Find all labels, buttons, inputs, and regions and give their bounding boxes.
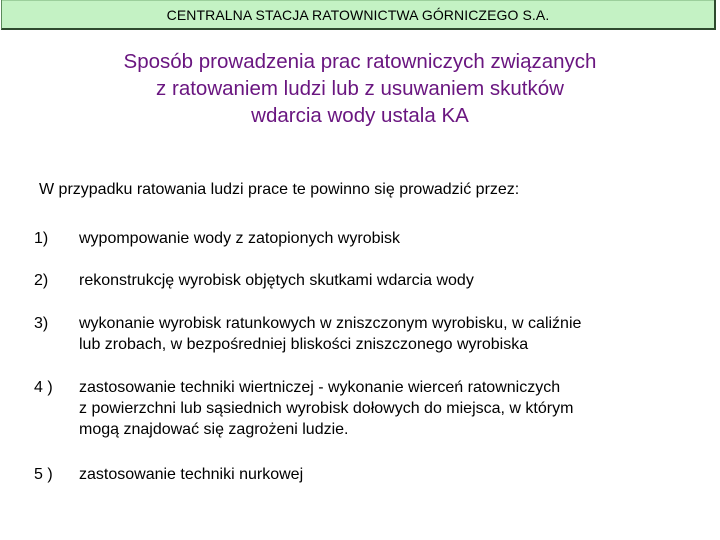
list-item-text [79,377,679,440]
list-item-text [79,464,679,485]
list-item-line: wypompowanie wody z zatopionych wyrobisk [79,230,401,247]
list-item-line: z powierzchni lub sąsiednich wyrobisk dołowych do miejsca, w którym [79,400,574,417]
list-item-text [79,313,679,355]
intro-text: W przypadku ratowania ludzi prace te powinno się prowadzić przez: [39,181,520,198]
list-item-line: zastosowanie techniki wiertniczej - wykonanie wierceń ratowniczych [79,379,561,396]
list-item-number: 4 ) [34,379,53,396]
slide-title-line: z ratowaniem ludzi lub z usuwaniem skutków [156,77,564,100]
list-item-text [79,270,679,291]
list-item-text [79,228,679,249]
list-item-line: rekonstrukcję wyrobisk objętych skutkami wdarcia wody [79,272,474,289]
slide-title-line: wdarcia wody ustala KA [251,104,469,127]
list-item-line: mogą znajdować się zagrożeni ludzie. [79,421,349,438]
list-item-number: 1) [34,230,49,247]
list-item-line: lub zrobach, w bezpośredniej bliskości zniszczonego wyrobiska [79,336,529,353]
header-title: CENTRALNA STACJA RATOWNICTWA GÓRNICZEGO S.A. [166,7,550,23]
list-item-line: zastosowanie techniki nurkowej [79,466,304,483]
slide-title-line: Sposób prowadzenia prac ratowniczych związanych [123,50,597,73]
list-item-line: wykonanie wyrobisk ratunkowych w zniszczonym wyrobisku, w caliźnie [79,315,582,332]
list-item-number: 2) [34,272,49,289]
list-item-number: 5 ) [34,466,53,483]
list-item-number: 3) [34,315,49,332]
slide-title [40,48,680,129]
header-bar [1,0,716,30]
